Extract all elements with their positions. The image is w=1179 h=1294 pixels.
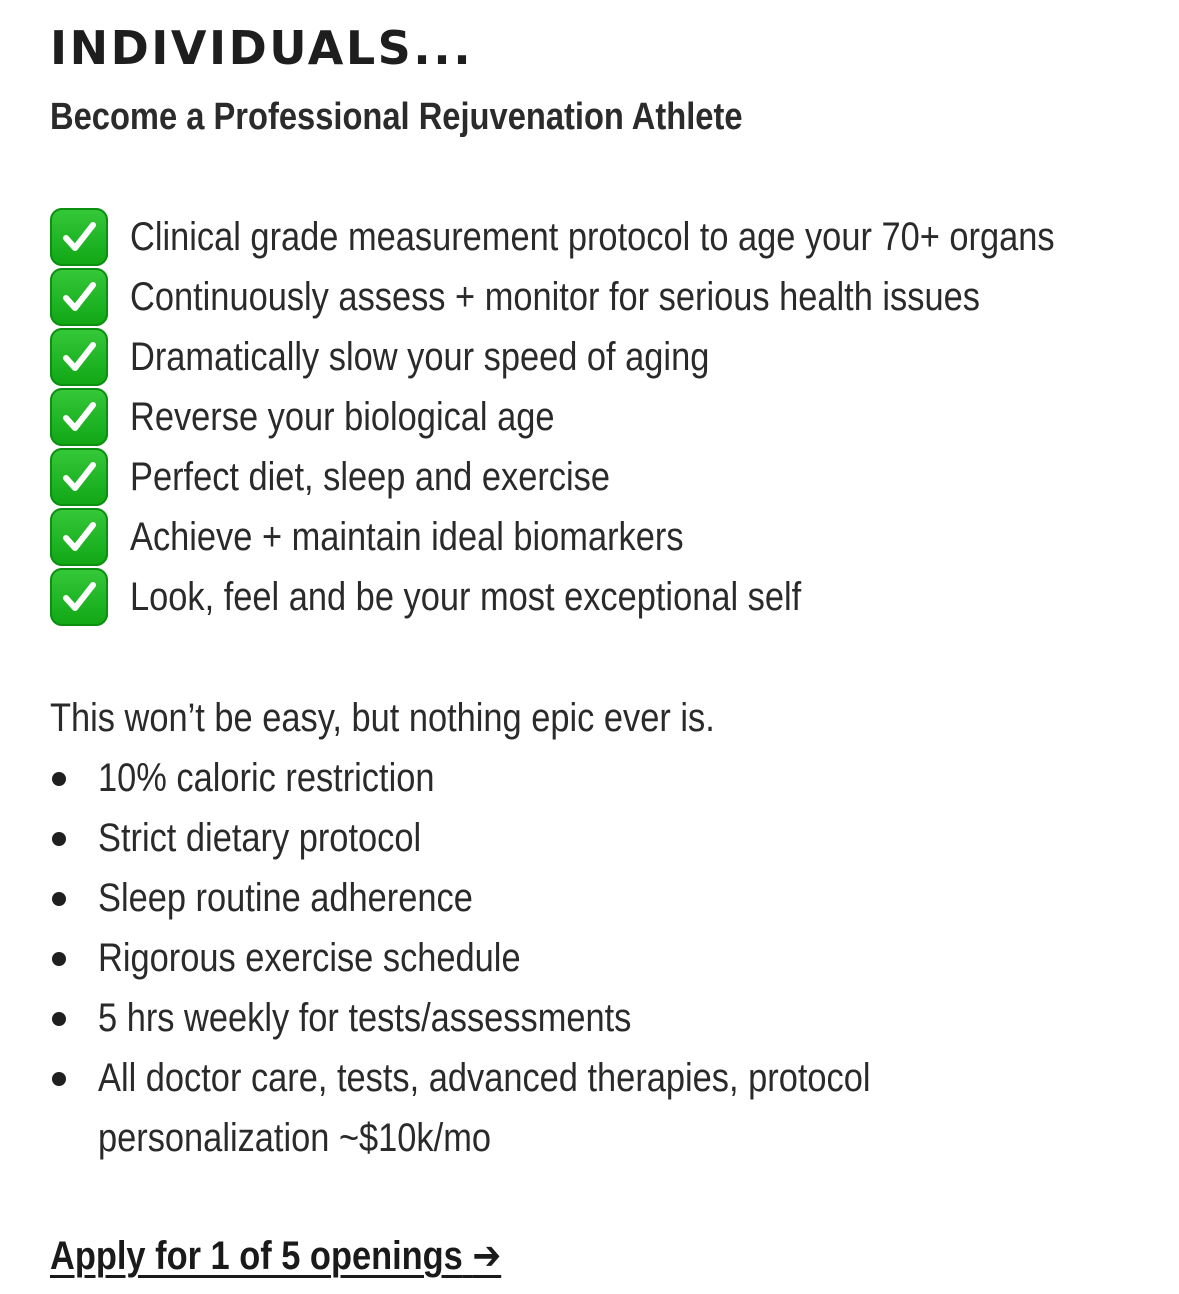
bullet-icon xyxy=(52,832,66,846)
check-mark-button-icon xyxy=(50,508,108,566)
commitment-item xyxy=(50,748,1050,808)
checklist-item xyxy=(50,387,1179,447)
commitment-item-text: Strict dietary protocol xyxy=(98,816,422,860)
commitment-item-text: Rigorous exercise schedule xyxy=(98,936,521,980)
checklist-item-text: Perfect diet, sleep and exercise xyxy=(130,455,610,499)
checklist-item-text: Look, feel and be your most exceptional self xyxy=(130,575,802,619)
commitment-item xyxy=(50,868,1050,928)
commitment-list xyxy=(50,748,1050,1168)
commitment-intro: This won’t be easy, but nothing epic ever is. xyxy=(50,696,715,740)
bullet-icon xyxy=(52,772,66,786)
commitment-item xyxy=(50,1048,1050,1168)
check-mark-button-icon xyxy=(50,268,108,326)
checklist-item-text: Clinical grade measurement protocol to age your 70+ organs xyxy=(130,215,1055,259)
bullet-icon xyxy=(52,892,66,906)
check-mark-button-icon xyxy=(50,208,108,266)
right-arrow-icon: ➔ xyxy=(472,1233,502,1279)
apply-link[interactable] xyxy=(50,1226,501,1286)
commitment-item-text: All doctor care, tests, advanced therapies, protocol personalization ~$10k/mo xyxy=(98,1056,871,1160)
checklist-item xyxy=(50,267,1179,327)
bullet-icon xyxy=(52,952,66,966)
section-subtitle: Become a Professional Rejuvenation Athlete xyxy=(50,96,743,138)
commitment-item xyxy=(50,808,1050,868)
bullet-icon xyxy=(52,1012,66,1026)
bullet-icon xyxy=(52,1072,66,1086)
commitment-item xyxy=(50,988,1050,1048)
checklist-item-text: Continuously assess + monitor for serious health issues xyxy=(130,275,980,319)
commitment-item xyxy=(50,928,1050,988)
checklist-item xyxy=(50,327,1179,387)
checklist-item-text: Dramatically slow your speed of aging xyxy=(130,335,710,379)
checklist-item xyxy=(50,507,1179,567)
check-mark-button-icon xyxy=(50,568,108,626)
commitment-item-text: 10% caloric restriction xyxy=(98,756,435,800)
benefits-checklist xyxy=(50,207,1179,627)
section-eyebrow: INDIVIDUALS... xyxy=(50,21,474,75)
checklist-item xyxy=(50,447,1179,507)
checklist-item-text: Achieve + maintain ideal biomarkers xyxy=(130,515,684,559)
check-mark-button-icon xyxy=(50,448,108,506)
commitment-item-text: Sleep routine adherence xyxy=(98,876,473,920)
check-mark-button-icon xyxy=(50,328,108,386)
apply-link-label: Apply for 1 of 5 openings xyxy=(50,1234,463,1278)
check-mark-button-icon xyxy=(50,388,108,446)
commitment-item-text: 5 hrs weekly for tests/assessments xyxy=(98,996,632,1040)
checklist-item xyxy=(50,207,1179,267)
checklist-item xyxy=(50,567,1179,627)
checklist-item-text: Reverse your biological age xyxy=(130,395,555,439)
